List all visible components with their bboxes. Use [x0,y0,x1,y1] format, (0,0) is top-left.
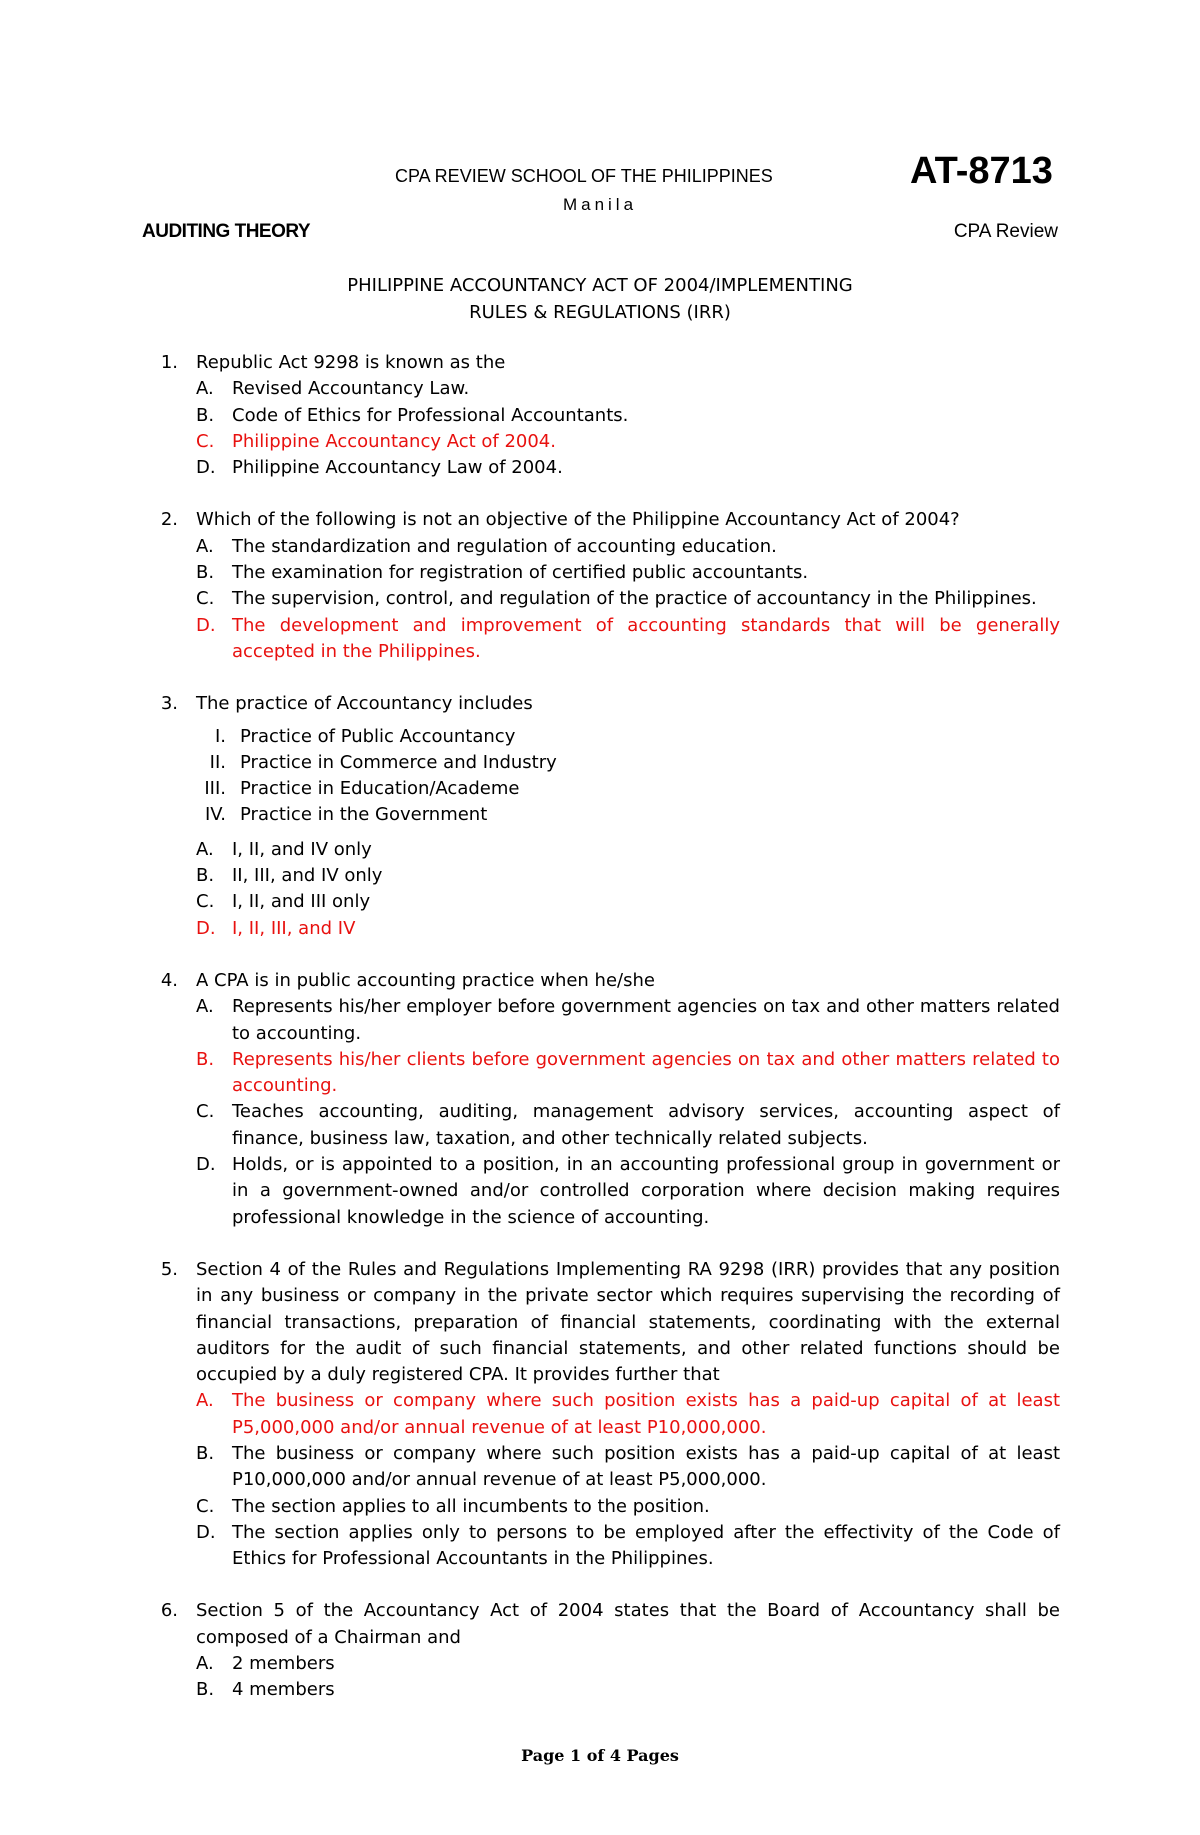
option-letter: A. [196,378,214,400]
option-letter: C. [196,588,215,610]
option-text: The examination for registration of certified public accountants. [232,562,809,584]
roman-text: Practice in Commerce and Industry [240,751,557,773]
option-d-answer [196,613,1060,666]
option-text: The section applies only to persons to be employed after the effectivity of the Code of Ethics for Professional Accountants in the Philippines. [232,1521,1060,1570]
question-6 [148,1598,1060,1703]
option-text: I, II, III, and IV [232,917,356,939]
option-text: Represents his/her employer before government agencies on tax and other matters related to accounting. [232,996,1060,1044]
roman-text: Practice in the Government [240,804,488,826]
question-3 [148,691,1060,942]
city-name: Manila [562,195,638,214]
option-b [196,1441,1060,1494]
option-text: The standardization and regulation of accounting education. [232,535,777,557]
option-text: The business or company where such position exists has a paid-up capital of at least P10,000,000 and/or annual revenue of at least P5,000,000. [232,1442,1060,1491]
option-letter: B. [196,1442,215,1464]
option-letter: B. [196,865,215,887]
option-text: 4 members [232,1679,335,1701]
option-letter: B. [196,562,215,584]
roman-number: I. [214,725,226,747]
question-1 [148,350,1060,481]
option-b [196,560,1060,586]
document-title-line2: RULES & REGULATIONS (IRR) [469,302,731,323]
question-text: A CPA is in public accounting practice when he/she [196,969,655,991]
question-2 [148,507,1060,665]
option-text: The section applies to all incumbents to the position. [232,1495,710,1517]
roman-item [196,802,1060,828]
roman-number: IV. [204,804,226,826]
roman-number: III. [204,778,226,800]
roman-item [196,724,1060,750]
document-code: AT-8713 [910,150,1053,192]
option-text: The business or company where such position exists has a paid-up capital of at least P5,000,000 and/or annual revenue of at least P10,000,000. [232,1390,1060,1438]
option-letter: D. [196,1154,216,1176]
question-4 [148,968,1060,1231]
page-footer: Page 1 of 4 Pages [521,1746,679,1765]
option-a [196,376,1060,402]
roman-item [196,750,1060,776]
option-text: The supervision, control, and regulation of the practice of accountancy in the Philippines. [232,588,1037,610]
option-text: The development and improvement of accounting standards that will be generally accepted in the Philippines. [232,614,1060,662]
option-letter: B. [196,1679,215,1701]
option-letter: A. [196,1653,214,1675]
option-letter: A. [196,535,214,557]
option-a [196,994,1060,1047]
school-name: CPA REVIEW SCHOOL OF THE PHILIPPINES [395,166,773,186]
question-number: 5. [160,1258,178,1280]
option-letter: C. [196,430,215,452]
question-text: Republic Act 9298 is known as the [196,352,506,373]
option-text: Revised Accountancy Law. [232,378,470,400]
option-letter: D. [196,614,216,636]
question-number: 3. [160,693,178,715]
option-text: Represents his/her clients before government agencies on tax and other matters related to accounting. [232,1048,1060,1097]
option-d [196,1152,1060,1231]
option-a [196,534,1060,560]
option-text: 2 members [232,1653,335,1675]
question-text: Section 4 of the Rules and Regulations Implementing RA 9298 (IRR) provides that any position in any business or company in the private sector which requires supervising the recording of financial transactions, preparation of financial statements, coordinating with the external auditors for the audit of such financial statements, and other related functions should be occupied by a duly registered CPA. It provides further that [196,1258,1060,1386]
roman-number: II. [209,751,226,773]
option-letter: C. [196,891,215,913]
option-text: Philippine Accountancy Act of 2004. [232,430,556,452]
option-d [196,455,1060,481]
option-text: Teaches accounting, auditing, management advisory services, accounting aspect of finance, business law, taxation, and other technically related subjects. [232,1101,1060,1149]
option-text: Code of Ethics for Professional Accountants. [232,404,629,426]
option-letter: C. [196,1495,215,1517]
option-text: I, II, and III only [232,891,371,913]
roman-text: Practice of Public Accountancy [240,725,516,747]
option-c [196,889,1060,915]
option-a [196,837,1060,863]
option-text: II, III, and IV only [232,865,383,887]
option-c-answer [196,429,1060,455]
roman-list [196,724,1060,829]
question-number: 4. [160,969,178,991]
option-c [196,1099,1060,1152]
option-letter: A. [196,1390,214,1412]
option-text: Philippine Accountancy Law of 2004. [232,457,563,479]
option-letter: D. [196,1521,216,1543]
option-letter: A. [196,996,214,1018]
option-letter: C. [196,1101,215,1123]
option-letter: D. [196,457,216,479]
option-b [196,1677,1060,1703]
option-a [196,1651,1060,1677]
roman-text: Practice in Education/Academe [240,778,520,800]
option-d-answer [196,916,1060,942]
option-letter: A. [196,838,214,860]
question-number: 1. [160,352,178,373]
question-text: Section 5 of the Accountancy Act of 2004 states that the Board of Accountancy shall be composed of a Chairman and [196,1600,1060,1648]
option-b-answer [196,1047,1060,1100]
option-letter: B. [196,404,215,426]
question-number: 6. [160,1600,178,1622]
option-b [196,863,1060,889]
review-label: CPA Review [953,221,1058,242]
option-letter: B. [196,1048,215,1070]
option-text: Holds, or is appointed to a position, in an accounting professional group in government or in a government-owned and/or controlled corporation where decision making requires professional knowledge in the science of accounting. [232,1154,1060,1228]
option-text: I, II, and IV only [232,838,372,860]
option-a-answer [196,1388,1060,1441]
option-b [196,403,1060,429]
roman-item [196,776,1060,802]
option-d [196,1520,1060,1573]
subject-label: AUDITING THEORY [142,221,311,242]
document-title-line1: PHILIPPINE ACCOUNTANCY ACT OF 2004/IMPLEMENTING [347,275,853,296]
option-c [196,586,1060,612]
option-letter: D. [196,917,216,939]
question-number: 2. [160,509,178,531]
question-text: Which of the following is not an objective of the Philippine Accountancy Act of 2004? [196,509,960,531]
question-list [148,350,1060,1730]
option-c [196,1494,1060,1520]
question-text: The practice of Accountancy includes [196,693,533,715]
question-5 [148,1257,1060,1573]
